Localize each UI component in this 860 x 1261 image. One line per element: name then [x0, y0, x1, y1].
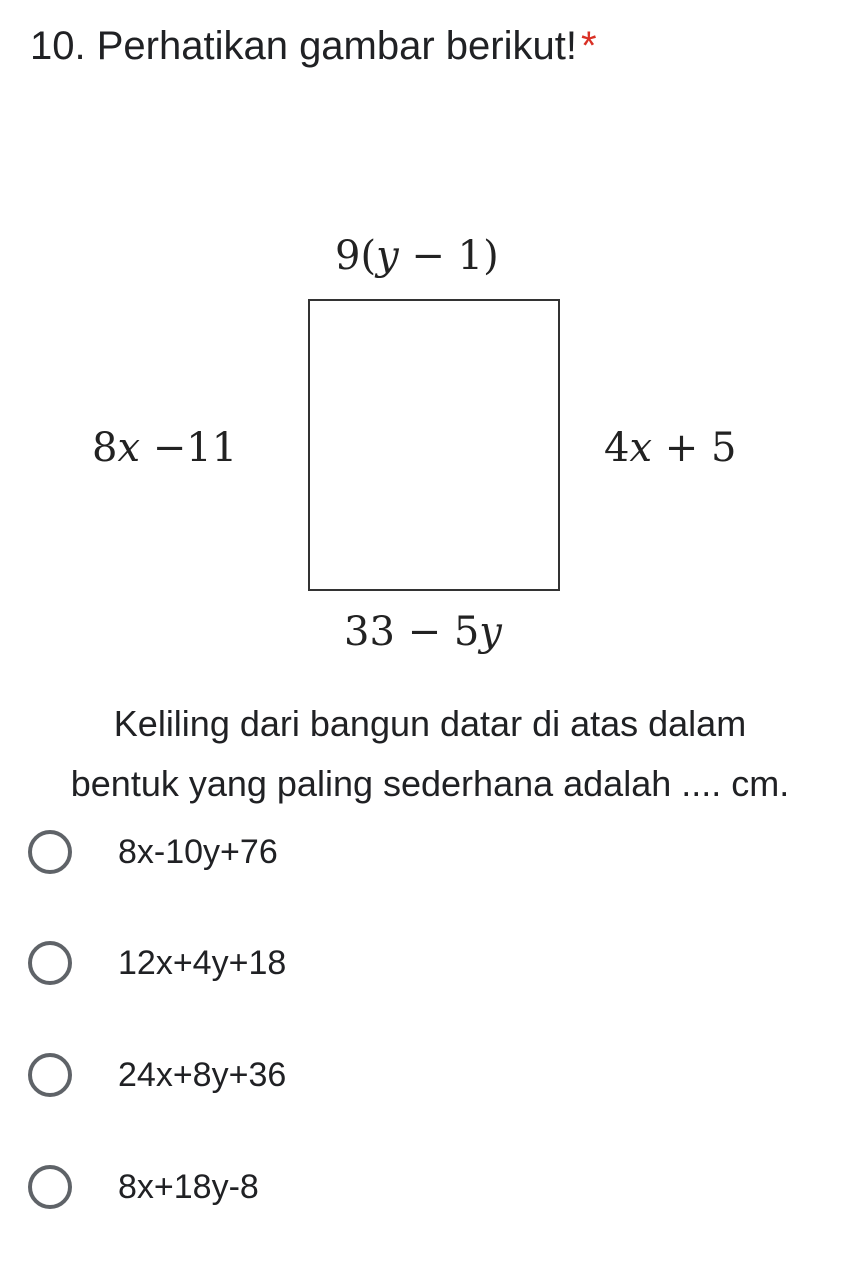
- radio-button-icon[interactable]: [28, 1165, 72, 1209]
- radio-button-icon[interactable]: [28, 1053, 72, 1097]
- question-prompt: [0, 694, 860, 814]
- prompt-line-2: bentuk yang paling sederhana adalah .... cm.: [70, 763, 790, 804]
- rectangle-shape: [308, 299, 560, 591]
- bottom-label-var: y: [479, 609, 502, 655]
- right-side-label: [604, 424, 736, 472]
- left-label-var: x: [117, 425, 141, 471]
- option-label: 24x+8y+36: [118, 1056, 287, 1094]
- bottom-side-label: [344, 608, 502, 656]
- option-2[interactable]: [28, 933, 728, 993]
- top-label-post: − 1): [398, 233, 499, 279]
- left-label-pre: 8: [92, 425, 118, 471]
- option-3[interactable]: [28, 1045, 728, 1105]
- bottom-label-pre: 33 − 5: [344, 609, 480, 655]
- option-label: 8x+18y-8: [118, 1168, 259, 1206]
- top-side-label: [335, 232, 499, 280]
- right-label-var: x: [629, 425, 653, 471]
- right-label-post: + 5: [652, 425, 737, 471]
- prompt-line-1: Keliling dari bangun datar di atas dalam: [113, 703, 747, 744]
- right-label-pre: 4: [604, 425, 630, 471]
- question-text: 10. Perhatikan gambar berikut!: [30, 24, 577, 68]
- required-asterisk: *: [580, 24, 597, 68]
- radio-button-icon[interactable]: [28, 830, 72, 874]
- left-side-label: [92, 424, 237, 472]
- option-label: 12x+4y+18: [118, 944, 287, 982]
- option-4[interactable]: [28, 1157, 728, 1217]
- top-label-pre: 9(: [335, 233, 377, 279]
- left-label-post: −11: [140, 425, 238, 471]
- option-label: 8x-10y+76: [118, 833, 278, 871]
- option-1[interactable]: [28, 822, 728, 882]
- radio-button-icon[interactable]: [28, 941, 72, 985]
- top-label-var: y: [376, 233, 399, 279]
